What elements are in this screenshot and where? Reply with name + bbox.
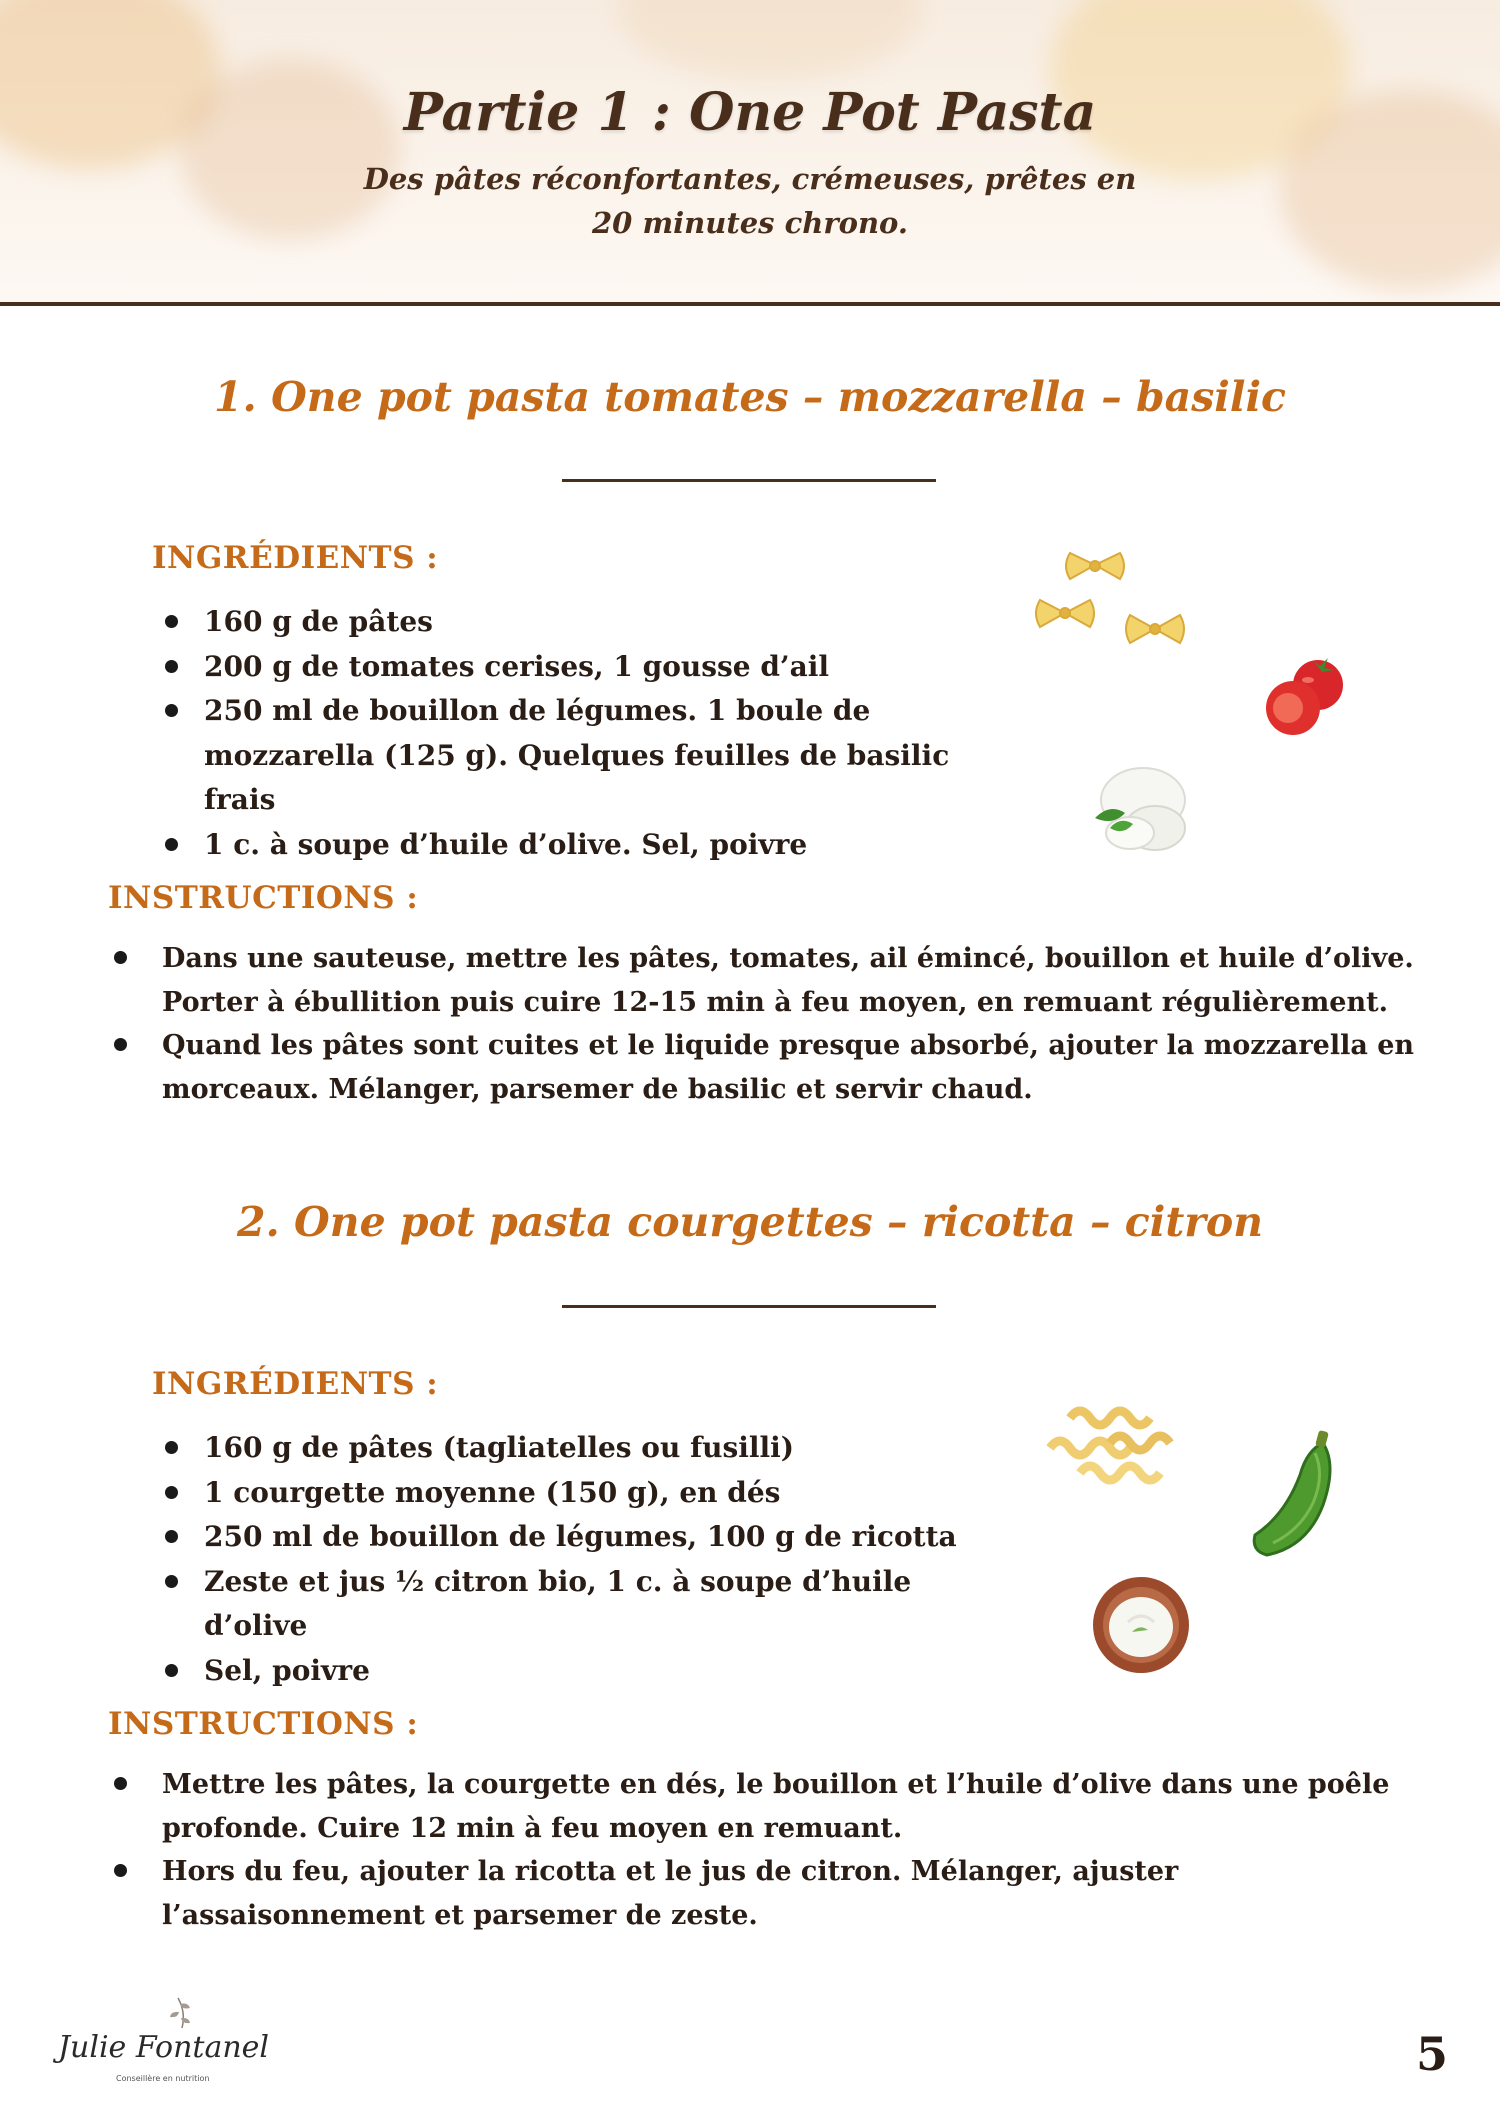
instruction-item: Hors du feu, ajouter la ricotta et le jus de citron. Mélanger, ajuster l’assaisonnement et parsemer de zeste. — [108, 1850, 1438, 1937]
ingredient-item: 160 g de pâtes — [163, 600, 1023, 645]
ingredient-item: 250 ml de bouillon de légumes. 1 boule de mozzarella (125 g). Quelques feuilles de basilic frais — [163, 689, 1023, 823]
fusilli-pasta-icon — [1040, 1388, 1195, 1498]
instruction-item: Mettre les pâtes, la courgette en dés, le bouillon et l’huile d’olive dans une poêle profonde. Cuire 12 min à feu moyen en remuant. — [108, 1763, 1438, 1850]
title-underline-2 — [562, 1305, 936, 1308]
ingredient-item: Zeste et jus ½ citron bio, 1 c. à soupe d’huile d’olive — [163, 1560, 1023, 1649]
instructions-list-1 — [108, 937, 1438, 1111]
farfalle-pasta-icon — [1020, 545, 1200, 675]
instruction-item: Dans une sauteuse, mettre les pâtes, tomates, ail émincé, bouillon et huile d’olive. Porter à ébullition puis cuire 12-15 min à feu moyen, en remuant régulièrement. — [108, 937, 1438, 1024]
ingredient-item: 1 courgette moyenne (150 g), en dés — [163, 1471, 1023, 1516]
part-title: Partie 1 : One Pot Pasta — [403, 82, 1097, 143]
page-header-banner — [0, 0, 1500, 303]
title-underline-1 — [562, 479, 936, 482]
ingredients-label-2: INGRÉDIENTS : — [152, 1366, 439, 1402]
instructions-label-1: INSTRUCTIONS : — [108, 880, 419, 916]
ingredient-item: 1 c. à soupe d’huile d’olive. Sel, poivre — [163, 823, 1023, 868]
instructions-list-2 — [108, 1763, 1438, 1937]
instruction-item: Quand les pâtes sont cuites et le liquide presque absorbé, ajouter la mozzarella en morceaux. Mélanger, parsemer de basilic et servir chaud. — [108, 1024, 1438, 1111]
header-divider — [0, 302, 1500, 306]
ingredient-item: 160 g de pâtes (tagliatelles ou fusilli) — [163, 1426, 1023, 1471]
ingredients-label-1: INGRÉDIENTS : — [152, 540, 439, 576]
instructions-label-2: INSTRUCTIONS : — [108, 1706, 419, 1742]
page-number: 5 — [1415, 2027, 1448, 2081]
recipe-title-1: 1. One pot pasta tomates – mozzarella – basilic — [214, 373, 1286, 421]
ingredients-list-1 — [163, 600, 1023, 867]
cherry-tomatoes-icon — [1258, 650, 1358, 745]
ricotta-bowl-icon — [1088, 1572, 1194, 1678]
brand-tagline: Conseillère en nutrition — [116, 2074, 210, 2083]
ingredients-list-2 — [163, 1426, 1023, 1693]
recipe-title-2: 2. One pot pasta courgettes – ricotta – citron — [236, 1198, 1264, 1246]
part-subtitle: Des pâtes réconfortantes, crémeuses, prêtes en 20 minutes chrono. — [363, 162, 1137, 240]
ingredient-item: 200 g de tomates cerises, 1 gousse d’ail — [163, 645, 1023, 690]
ingredient-item: Sel, poivre — [163, 1649, 1023, 1694]
signature-text: Julie Fontanel — [58, 2030, 269, 2065]
zucchini-icon — [1245, 1425, 1345, 1565]
mozzarella-basil-icon — [1075, 758, 1195, 858]
ingredient-item: 250 ml de bouillon de légumes, 100 g de ricotta — [163, 1515, 1023, 1560]
brand-logo — [58, 1990, 278, 2100]
